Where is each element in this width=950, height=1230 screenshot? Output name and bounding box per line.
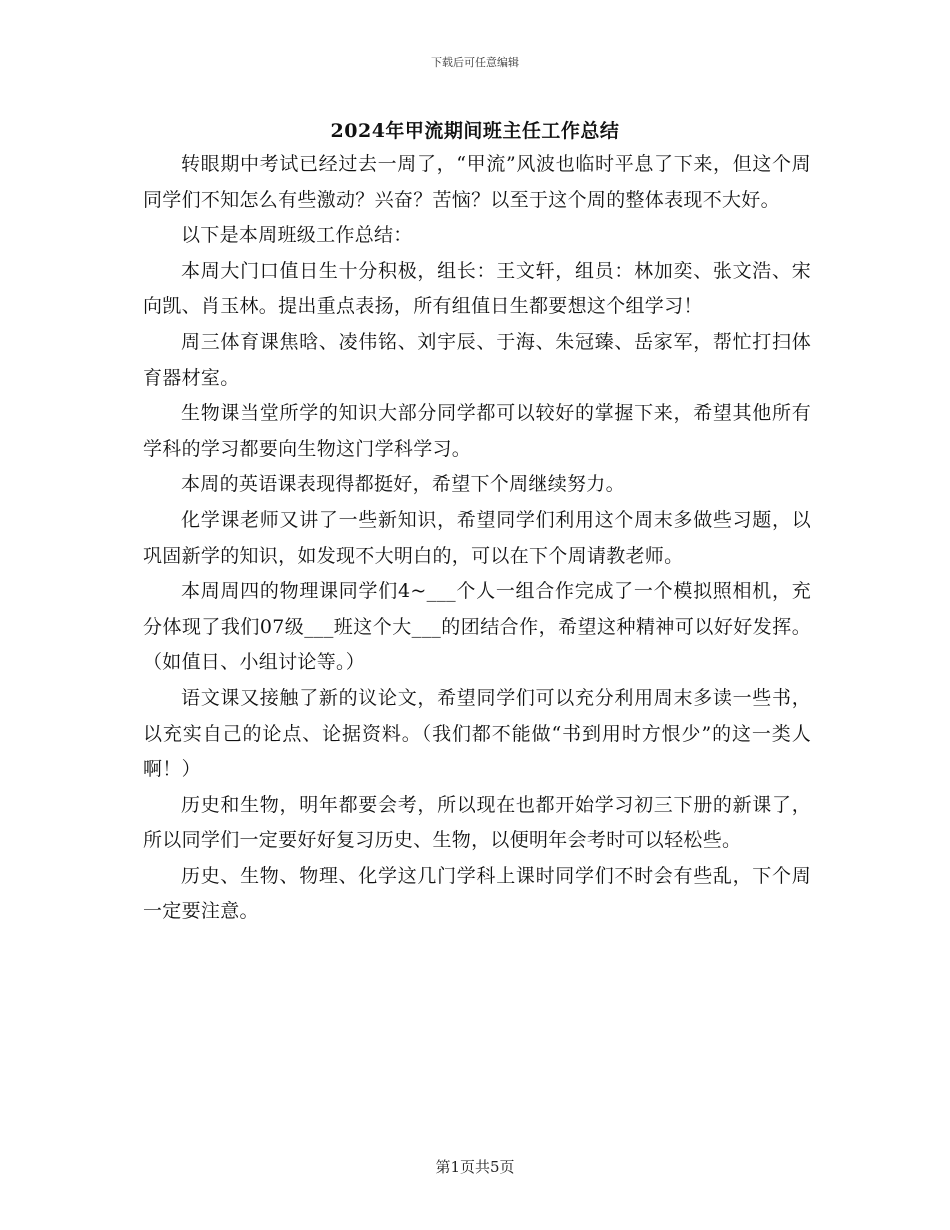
- paragraph: 本周的英语课表现得都挺好，希望下个周继续努力。: [181, 473, 625, 496]
- paragraph: 历史、生物、物理、化学这几门学科上课时同学们不时会有些乱，下个周一定要注意。: [143, 864, 811, 923]
- header-note: 下载后可任意编辑: [431, 56, 519, 69]
- paragraph: 历史和生物，明年都要会考，所以现在也都开始学习初三下册的新课了，所以同学们一定要好好复习历史、生物，以便明年会考时可以轻松些。: [143, 793, 811, 852]
- paragraph: 转眼期中考试已经过去一周了，“甲流”风波也临时平息了下来，但这个周同学们不知怎么有些激动？兴奋？苦恼？以至于这个周的整体表现不大好。: [143, 153, 811, 211]
- paragraph: 本周周四的物理课同学们4~___个人一组合作完成了一个模拟照相机，充分体现了我们07级___班这个大___的团结合作，希望这种精神可以好好发挥。（如值日、小组讨论等。）: [143, 580, 811, 674]
- paragraph: 化学课老师又讲了一些新知识，希望同学们利用这个周末多做些习题，以巩固新学的知识，如发现不大明白的，可以在下个周请教老师。: [143, 508, 811, 567]
- paragraph: 以下是本周班级工作总结：: [181, 224, 413, 247]
- page-number: 第1页共5页: [435, 1158, 515, 1176]
- paragraph: 周三体育课焦晗、凌伟铭、刘宇辰、于海、朱冠臻、岳家军，帮忙打扫体育器材室。: [143, 330, 811, 389]
- document-title: 2024年甲流期间班主任工作总结: [330, 120, 620, 142]
- document-body: [143, 147, 811, 930]
- paragraph: 生物课当堂所学的知识大部分同学都可以较好的掌握下来，希望其他所有学科的学习都要向生物这门学科学习。: [143, 402, 811, 460]
- paragraph: 本周大门口值日生十分积极，组长：王文轩，组员：林加奕、张文浩、宋向凯、肖玉林。提出重点表扬，所有组值日生都要想这个组学习！: [143, 259, 811, 318]
- paragraph: 语文课又接触了新的议论文，希望同学们可以充分利用周末多读一些书，以充实自己的论点、论据资料。（我们都不能做“书到用时方恨少”的这一类人啊！）: [143, 686, 811, 781]
